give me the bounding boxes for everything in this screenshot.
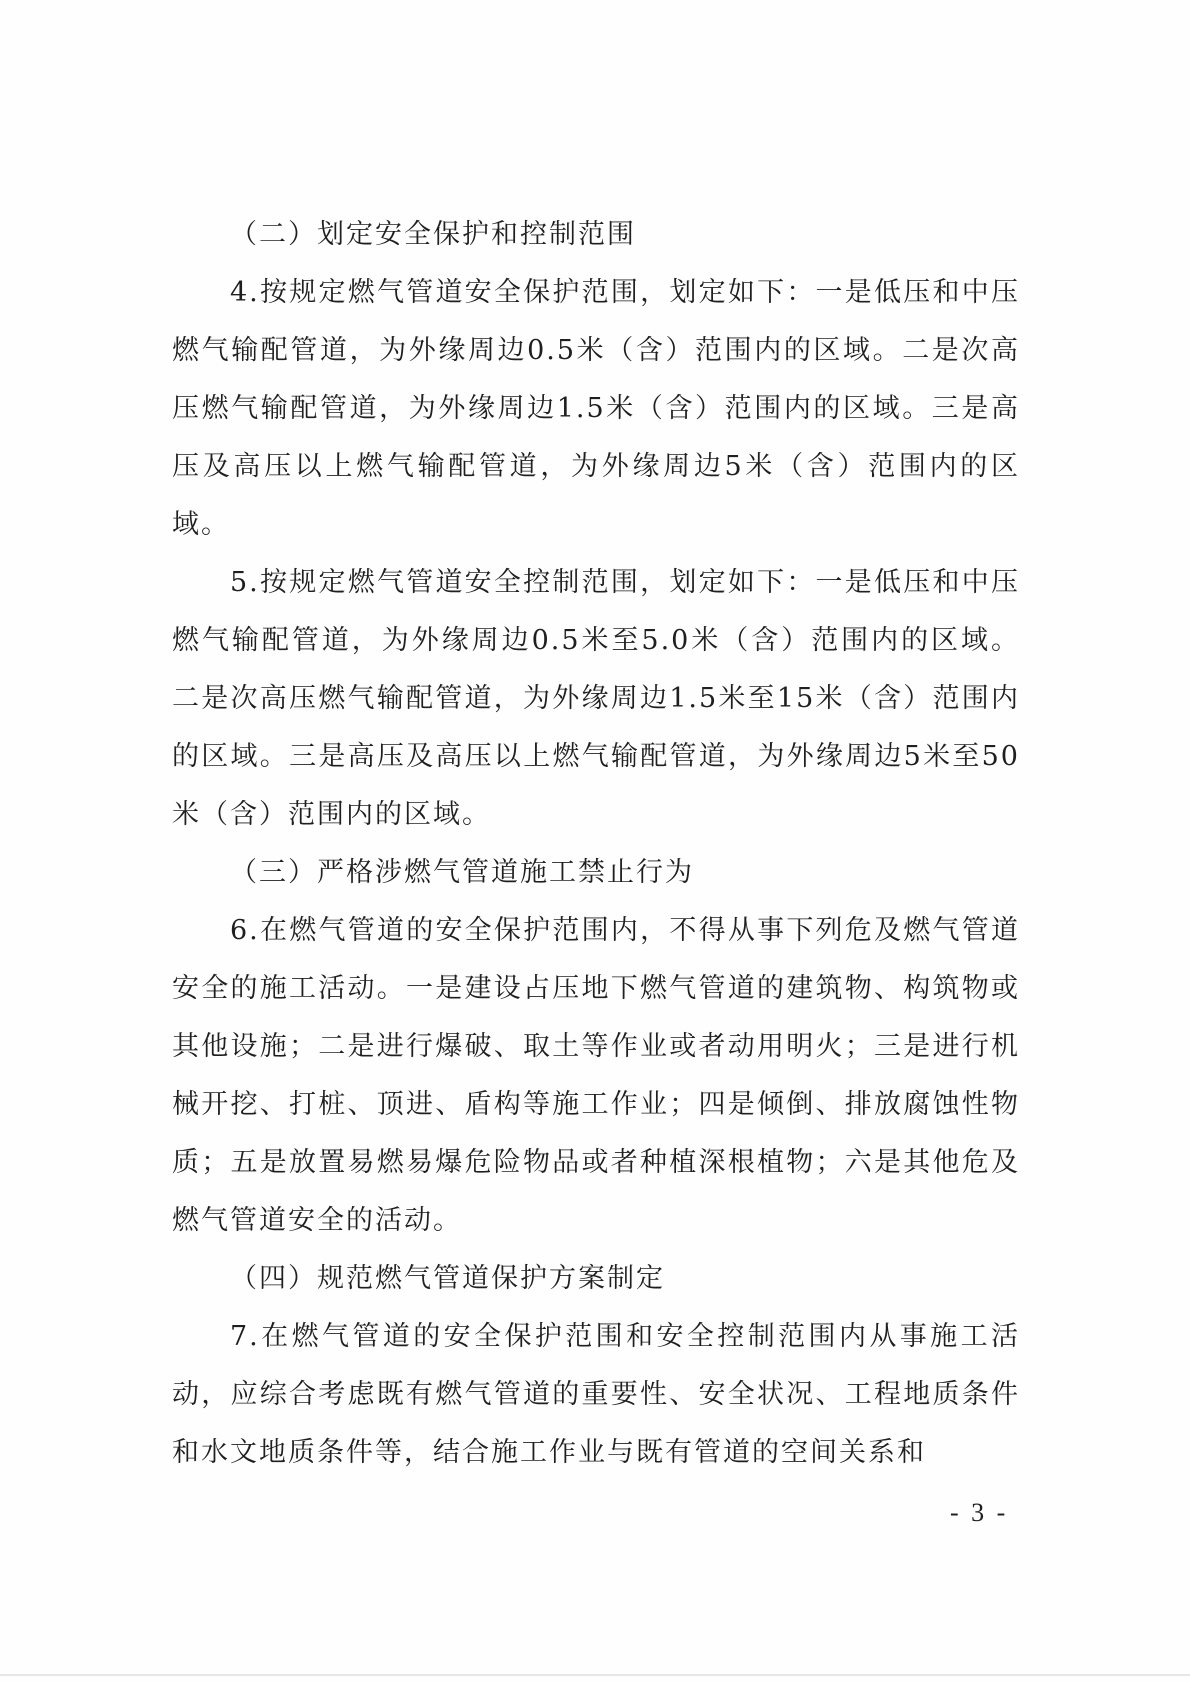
document-body bbox=[172, 206, 1020, 1482]
section-heading-2: （二）划定安全保护和控制范围 bbox=[230, 219, 636, 250]
paragraph-4: 4.按规定燃气管道安全保护范围，划定如下：一是低压和中压燃气输配管道，为外缘周边0.5米（含）范围内的区域。二是次高压燃气输配管道，为外缘周边1.5米（含）范围内的区域。三是高压及高压以上燃气输配管道，为外缘周边5米（含）范围内的区域。 bbox=[172, 277, 1020, 540]
paragraph-5: 5.按规定燃气管道安全控制范围，划定如下：一是低压和中压燃气输配管道，为外缘周边0.5米至5.0米（含）范围内的区域。二是次高压燃气输配管道，为外缘周边1.5米至15米（含）范围内的区域。三是高压及高压以上燃气输配管道，为外缘周边5米至50米（含）范围内的区域。 bbox=[172, 567, 1020, 830]
section-heading-4: （四）规范燃气管道保护方案制定 bbox=[230, 1263, 665, 1294]
section-heading-3: （三）严格涉燃气管道施工禁止行为 bbox=[230, 857, 694, 888]
page-number: - 3 - bbox=[950, 1498, 1009, 1527]
bottom-divider bbox=[0, 1674, 1190, 1676]
paragraph-7: 7.在燃气管道的安全保护范围和安全控制范围内从事施工活动，应综合考虑既有燃气管道的重要性、安全状况、工程地质条件和水文地质条件等，结合施工作业与既有管道的空间关系和 bbox=[172, 1321, 1020, 1468]
paragraph-6: 6.在燃气管道的安全保护范围内，不得从事下列危及燃气管道安全的施工活动。一是建设占压地下燃气管道的建筑物、构筑物或其他设施；二是进行爆破、取土等作业或者动用明火；三是进行机械开挖、打桩、顶进、盾构等施工作业；四是倾倒、排放腐蚀性物质；五是放置易燃易爆危险物品或者种植深根植物；六是其他危及燃气管道安全的活动。 bbox=[172, 915, 1020, 1236]
